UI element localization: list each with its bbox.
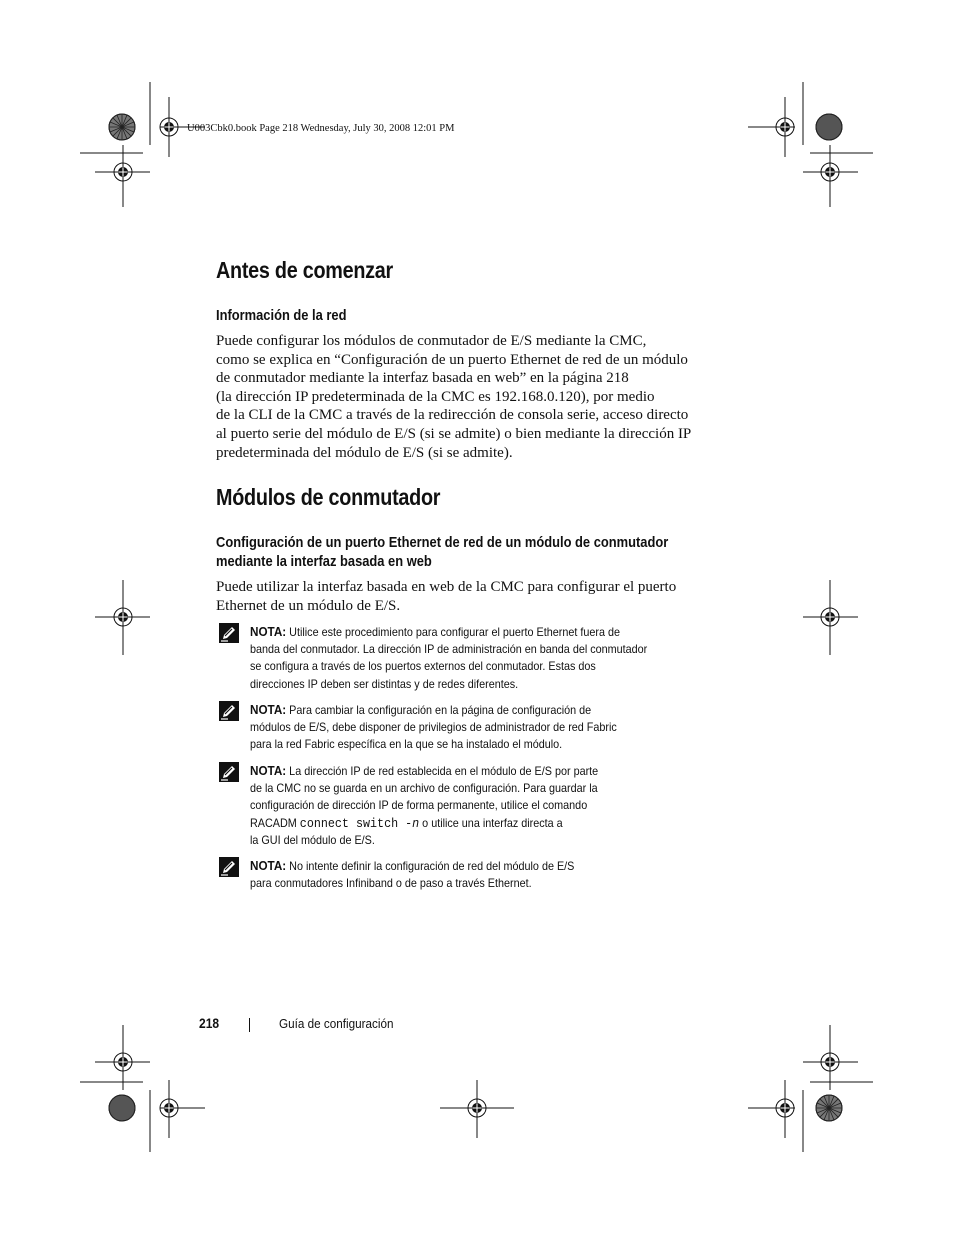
subsection-title-ethernet: [216, 533, 742, 571]
section-title-modulos: Módulos de conmutador: [216, 484, 441, 510]
note-text: [250, 623, 647, 693]
footer-divider: [249, 1018, 250, 1032]
note-label: NOTA:: [250, 858, 287, 873]
reg-mark-mid-left: [95, 580, 150, 655]
page-number: 218: [199, 1015, 220, 1031]
note-command-suffix: o utilice una interfaz directa a: [419, 815, 563, 830]
note-label: NOTA:: [250, 763, 287, 778]
pencil-note-icon: [219, 857, 239, 877]
reg-mark-top-right: [748, 82, 873, 207]
note-line: configuración de dirección IP de forma permanente, utilice el comando: [250, 798, 588, 813]
racadm-command-variable: n: [412, 815, 420, 831]
pencil-note-icon: [219, 701, 239, 721]
racadm-command: connect switch -: [299, 815, 413, 831]
note-line: para conmutadores Infiniband o de paso a través Ethernet.: [250, 876, 532, 891]
subsection-title-line: Configuración de un puerto Ethernet de red de un módulo de conmutador: [216, 534, 669, 551]
note-line: Para cambiar la configuración en la página de configuración de: [286, 703, 592, 717]
footer-title: Guía de configuración: [279, 1016, 394, 1031]
paragraph-line: como se explica en “Configuración de un puerto Ethernet de red de un módulo: [216, 351, 688, 368]
reg-mark-mid-right: [803, 580, 858, 655]
note-line: No intente definir la configuración de red del módulo de E/S: [286, 859, 575, 873]
note-command-prefix: RACADM: [250, 815, 300, 830]
note-line: de la CMC no se guarda en un archivo de configuración. Para guardar la: [250, 781, 598, 796]
note-line: La dirección IP de red establecida en el módulo de E/S por parte: [286, 764, 599, 778]
note-line: se configura a través de los puertos externos del conmutador. Estas dos: [250, 659, 596, 674]
paragraph-line: (la dirección IP predeterminada de la CMC es 192.168.0.120), por medio: [216, 388, 655, 405]
paragraph-ethernet: [216, 578, 676, 615]
reg-mark-bottom-right: [748, 1025, 873, 1152]
subsection-title-line: mediante la interfaz basada en web: [216, 553, 432, 570]
paragraph-line: predeterminada del módulo de E/S (si se admite).: [216, 444, 513, 461]
note-label: NOTA:: [250, 702, 287, 717]
note-text: [250, 701, 617, 754]
reg-mark-top-left: [80, 82, 205, 207]
pencil-note-icon: [219, 762, 239, 782]
subsection-title-red: Información de la red: [216, 307, 347, 324]
note-line: la GUI del módulo de E/S.: [250, 832, 375, 847]
reg-mark-bottom-left: [80, 1025, 205, 1152]
note-line: banda del conmutador. La dirección IP de administración en banda del conmutador: [250, 642, 648, 657]
note-label: NOTA:: [250, 624, 287, 639]
paragraph-line: de conmutador mediante la interfaz basada en web” en la página 218: [216, 370, 629, 387]
note-text: [250, 762, 598, 849]
paragraph-line: Puede utilizar la interfaz basada en web de la CMC para configurar el puerto: [216, 579, 677, 595]
print-slug: U003Cbk0.book Page 218 Wednesday, July 30, 2008 12:01 PM: [187, 123, 455, 134]
paragraph-line: Puede configurar los módulos de conmutador de E/S mediante la CMC,: [216, 333, 647, 349]
section-title-antes: Antes de comenzar: [216, 257, 393, 283]
note-line: Utilice este procedimiento para configurar el puerto Ethernet fuera de: [286, 625, 620, 639]
note-text: [250, 857, 574, 892]
paragraph-line: de la CLI de la CMC a través de la redirección de consola serie, acceso directo: [216, 407, 689, 424]
paragraph-line: Ethernet de un módulo de E/S.: [216, 597, 401, 614]
note-line: para la red Fabric específica en la que se ha instalado el módulo.: [250, 737, 563, 752]
note-line: direcciones IP deben ser distintas y de redes diferentes.: [250, 676, 519, 691]
pencil-note-icon: [219, 623, 239, 643]
paragraph-red: [216, 332, 691, 462]
reg-mark-bottom-center: [440, 1080, 514, 1138]
note-line: módulos de E/S, debe disponer de privilegios de administrador de red Fabric: [250, 720, 617, 735]
paragraph-line: al puerto serie del módulo de E/S (si se admite) o bien mediante la dirección IP: [216, 425, 692, 442]
